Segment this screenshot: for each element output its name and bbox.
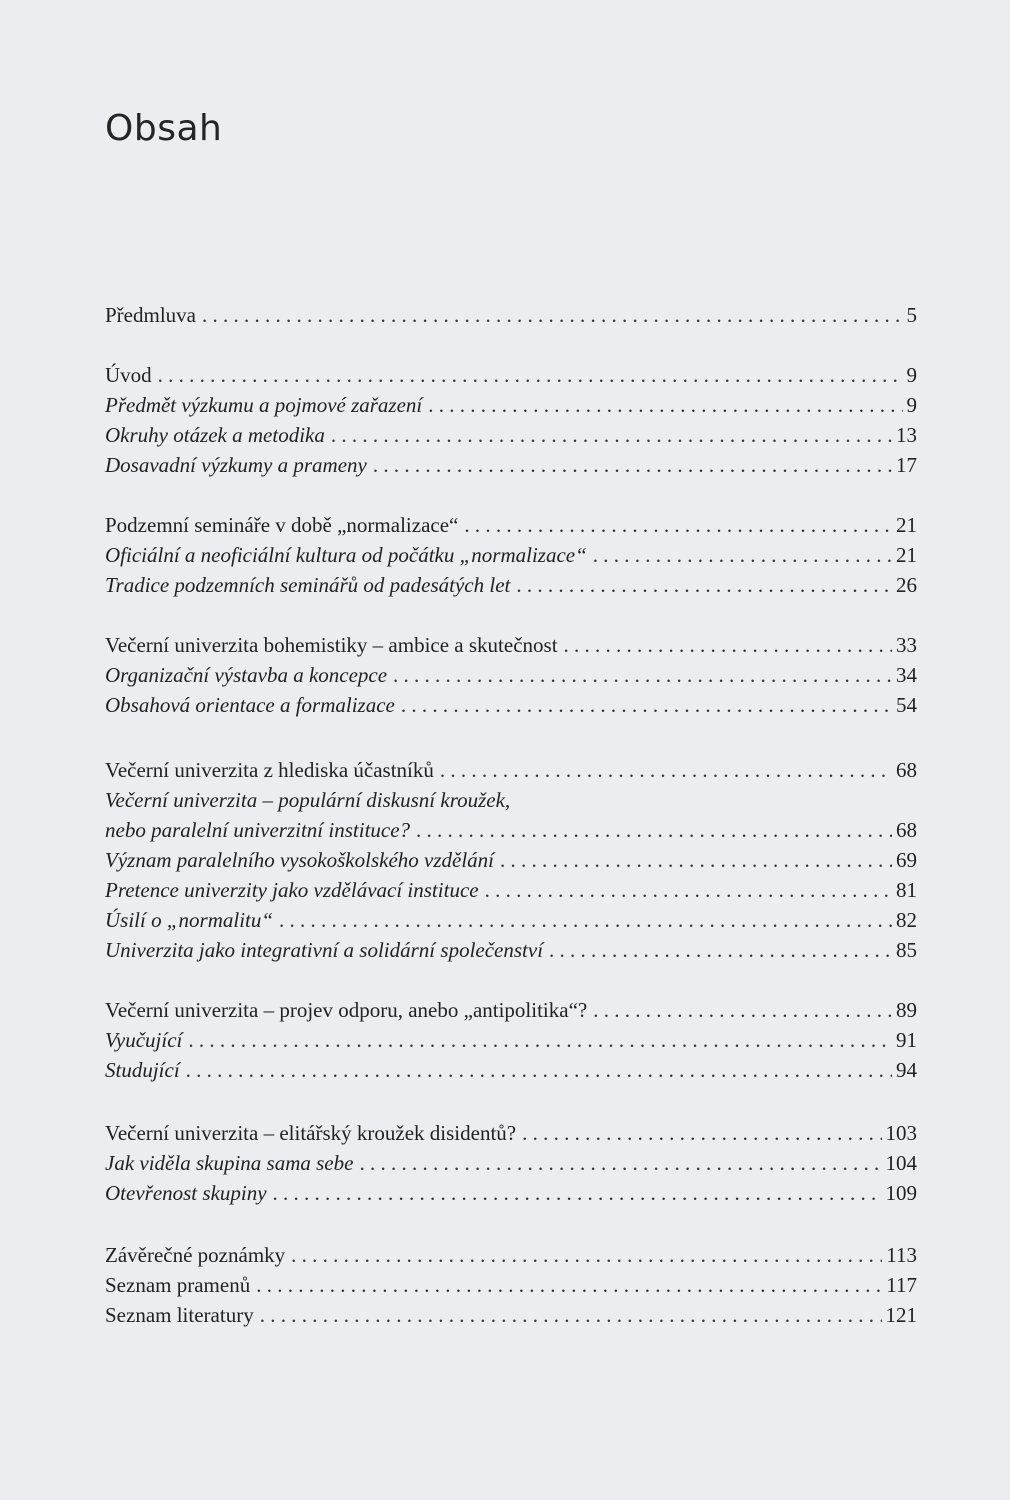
dot-leader <box>387 660 892 690</box>
toc-subentry <box>105 935 917 965</box>
toc-subentry <box>105 1055 917 1085</box>
toc-page-number: 94 <box>896 1058 917 1082</box>
dot-leader <box>182 1025 892 1055</box>
toc-entry-title: Úsilí o „normalitu“ <box>105 908 274 932</box>
toc-page-number: 68 <box>896 758 917 782</box>
toc-entry <box>105 995 917 1025</box>
toc-entry-title: Předmět výzkumu a pojmové zařazení <box>105 393 423 417</box>
toc-subentry <box>105 450 917 480</box>
toc-page-number: 89 <box>896 998 917 1022</box>
toc-subentry <box>105 660 917 690</box>
toc-entry-title: Pretence univerzity jako vzdělávací instituce <box>105 878 479 902</box>
toc-entry-title: Dosavadní výzkumy a prameny <box>105 453 367 477</box>
toc-entry <box>105 510 917 540</box>
toc-entry <box>105 1118 917 1148</box>
dot-leader <box>494 845 892 875</box>
toc-entry <box>105 1300 917 1330</box>
toc-entry-title-line-2: nebo paralelní univerzitní instituce? <box>105 818 411 842</box>
toc-page-number: 68 <box>896 818 917 842</box>
toc-page-number: 69 <box>896 848 917 872</box>
toc-entry <box>105 630 917 660</box>
toc-page-number: 13 <box>896 423 917 447</box>
dot-leader <box>273 905 892 935</box>
toc-subentry <box>105 540 917 570</box>
toc-entry-title: Otevřenost skupiny <box>105 1181 267 1205</box>
dot-leader <box>180 1055 892 1085</box>
toc-entry-title: Seznam pramenů <box>105 1273 251 1297</box>
toc-page-number: 9 <box>906 393 917 417</box>
toc-page-number: 9 <box>906 363 917 387</box>
dot-leader <box>196 300 903 330</box>
dot-leader <box>285 1240 882 1270</box>
toc-page-number: 21 <box>896 513 917 537</box>
toc-subentry <box>105 1178 917 1208</box>
toc-subentry <box>105 690 917 720</box>
toc-subentry <box>105 1025 917 1055</box>
toc-entry <box>105 755 917 785</box>
toc-subentry <box>105 420 917 450</box>
toc-entry-title: Vyučující <box>105 1028 183 1052</box>
toc-entry-title: Význam paralelního vysokoškolského vzdělání <box>105 848 494 872</box>
page-title: Obsah <box>105 108 223 149</box>
toc-entry-title: Podzemní semináře v době „normalizace“ <box>105 513 459 537</box>
toc-subentry <box>105 570 917 600</box>
toc-page-number: 121 <box>885 1303 917 1327</box>
toc-entry-title: Jak viděla skupina sama sebe <box>105 1151 354 1175</box>
toc-page-number: 33 <box>896 633 917 657</box>
dot-leader <box>479 875 892 905</box>
toc-page-number: 91 <box>896 1028 917 1052</box>
toc-page-number: 104 <box>885 1151 917 1175</box>
toc-entry-title: Večerní univerzita – projev odporu, anebo „antipolitika“? <box>105 998 588 1022</box>
toc-subentry <box>105 390 917 420</box>
toc-page-number: 82 <box>896 908 917 932</box>
toc-subentry <box>105 815 917 845</box>
toc-page-number: 117 <box>886 1273 917 1297</box>
toc-entry-title: Předmluva <box>105 303 196 327</box>
dot-leader <box>250 1270 882 1300</box>
dot-leader <box>516 1118 881 1148</box>
toc-entry-title: Studující <box>105 1058 180 1082</box>
toc-subentry <box>105 905 917 935</box>
toc-entry-title: Univerzita jako integrativní a solidární společenství <box>105 938 544 962</box>
toc-subentry <box>105 845 917 875</box>
dot-leader <box>558 630 892 660</box>
toc-page-number: 113 <box>886 1243 917 1267</box>
toc-page-number: 85 <box>896 938 917 962</box>
toc-page-number: 26 <box>896 573 917 597</box>
toc-entry-title: Organizační výstavba a koncepce <box>105 663 388 687</box>
toc-entry-title: Tradice podzemních seminářů od padesátých let <box>105 573 511 597</box>
toc-entry-title: Úvod <box>105 363 152 387</box>
dot-leader <box>510 570 892 600</box>
dot-leader <box>434 755 892 785</box>
toc-entry <box>105 1240 917 1270</box>
toc-entry <box>105 1270 917 1300</box>
toc-page-number: 34 <box>896 663 917 687</box>
toc-page-number: 109 <box>885 1181 917 1205</box>
toc-entry <box>105 360 917 390</box>
toc-entry-title: Okruhy otázek a metodika <box>105 423 325 447</box>
toc-entry-title: Večerní univerzita z hlediska účastníků <box>105 758 434 782</box>
toc-entry-title: Závěrečné poznámky <box>105 1243 286 1267</box>
toc-entry-title: Oficiální a neoficiální kultura od počátku „normalizace“ <box>105 543 587 567</box>
toc-page-number: 103 <box>885 1121 917 1145</box>
dot-leader <box>543 935 892 965</box>
dot-leader <box>367 450 892 480</box>
toc-entry-title: Večerní univerzita bohemistiky – ambice a skutečnost <box>105 633 558 657</box>
toc-entry <box>105 300 917 330</box>
dot-leader <box>422 390 902 420</box>
dot-leader <box>587 540 892 570</box>
toc-page-number: 81 <box>896 878 917 902</box>
toc-subentry <box>105 875 917 905</box>
toc-page-number: 54 <box>896 693 917 717</box>
dot-leader <box>410 815 892 845</box>
toc-page-number: 21 <box>896 543 917 567</box>
toc-subentry <box>105 1148 917 1178</box>
toc-entry-title: Seznam literatury <box>105 1303 254 1327</box>
dot-leader <box>267 1178 882 1208</box>
toc-entry-title: Obsahová orientace a formalizace <box>105 693 395 717</box>
toc-entry-title: Večerní univerzita – elitářský kroužek disidentů? <box>105 1121 517 1145</box>
toc-subentry-line-1: Večerní univerzita – populární diskusní kroužek, <box>105 788 511 812</box>
toc-page-number: 5 <box>906 303 917 327</box>
dot-leader <box>353 1148 881 1178</box>
dot-leader <box>325 420 892 450</box>
toc-page-number: 17 <box>896 453 917 477</box>
dot-leader <box>395 690 892 720</box>
dot-leader <box>587 995 892 1025</box>
dot-leader <box>152 360 903 390</box>
dot-leader <box>458 510 892 540</box>
dot-leader <box>254 1300 882 1330</box>
